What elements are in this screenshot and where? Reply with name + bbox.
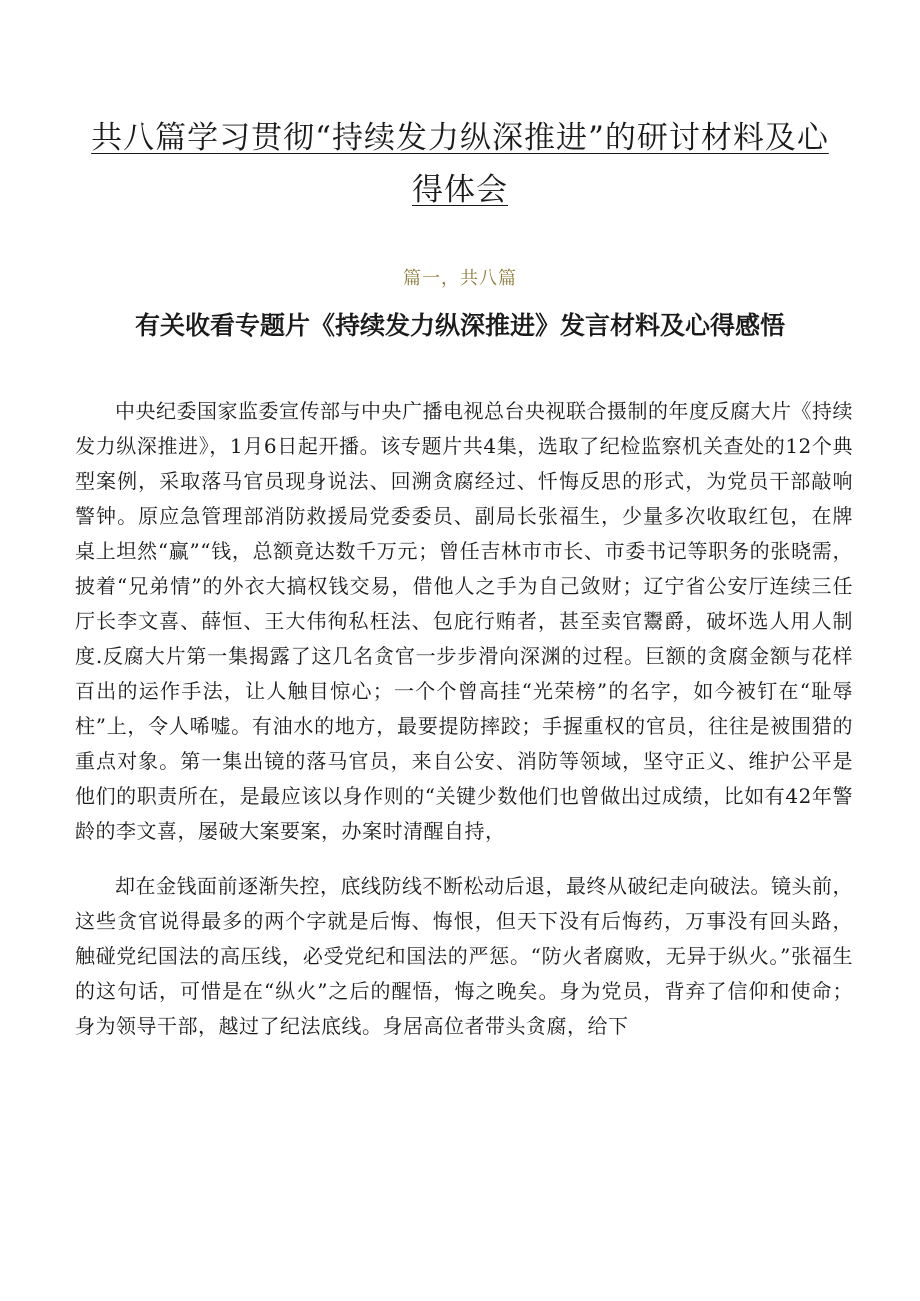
article-body [75,394,853,1044]
body-paragraph-1: 中央纪委国家监委宣传部与中央广播电视总台央视联合摄制的年度反腐大片《持续发力纵深推进》，1月6日起开播。该专题片共4集，选取了纪检监察机关查处的12个典型案例，采取落马官员现身说法、回溯贪腐经过、忏悔反思的形式，为党员干部敲响警钟。原应急管理部消防救援局党委委员、副局长张福生，少量多次收取红包，在牌桌上坦然“赢”“钱，总额竟达数千万元；曾任吉林市市长、市委书记等职务的张晓需，披着“兄弟情”的外衣大搞权钱交易，借他人之手为自己敛财；辽宁省公安厅连续三任厅长李文喜、薛恒、王大伟徇私枉法、包庇行贿者，甚至卖官鬻爵，破坏选人用人制度.反腐大片第一集揭露了这几名贪官一步步滑向深渊的过程。巨额的贪腐金额与花样百出的运作手法，让人触目惊心；一个个曾高挂“光荣榜”的名字，如今被钉在“耻辱柱”上，令人唏嘘。有油水的地方，最要提防摔跤；手握重权的官员，往往是被围猎的重点对象。第一集出镜的落马官员，来自公安、消防等领域，坚守正义、维护公平是他们的职责所在，是最应该以身作则的“关键少数他们也曾做出过成绩，比如有42年警龄的李文喜，屡破大案要案，办案时清醒自持， [75,399,853,843]
section-label: 篇一，共八篇 [403,268,517,289]
body-paragraph-2: 却在金钱面前逐渐失控，底线防线不断松动后退，最终从破纪走向破法。镜头前，这些贪官说得最多的两个字就是后悔、悔恨，但天下没有后悔药，万事没有回头路，触碰党纪国法的高压线，必受党纪和国法的严惩。“防火者腐败，无异于纵火。”张福生的这句话，可惜是在“纵火”之后的醒悟，悔之晚矣。身为党员，背弃了信仰和使命；身为领导干部，越过了纪法底线。身居高位者带头贪腐，给下 [75,874,853,1038]
article-title: 有关收看专题片《持续发力纵深推进》发言材料及心得感悟 [134,311,785,340]
document-title-text: 共八篇学习贯彻“持续发力纵深推进”的研讨材料及心得体会 [91,120,829,208]
document-title [80,112,840,216]
